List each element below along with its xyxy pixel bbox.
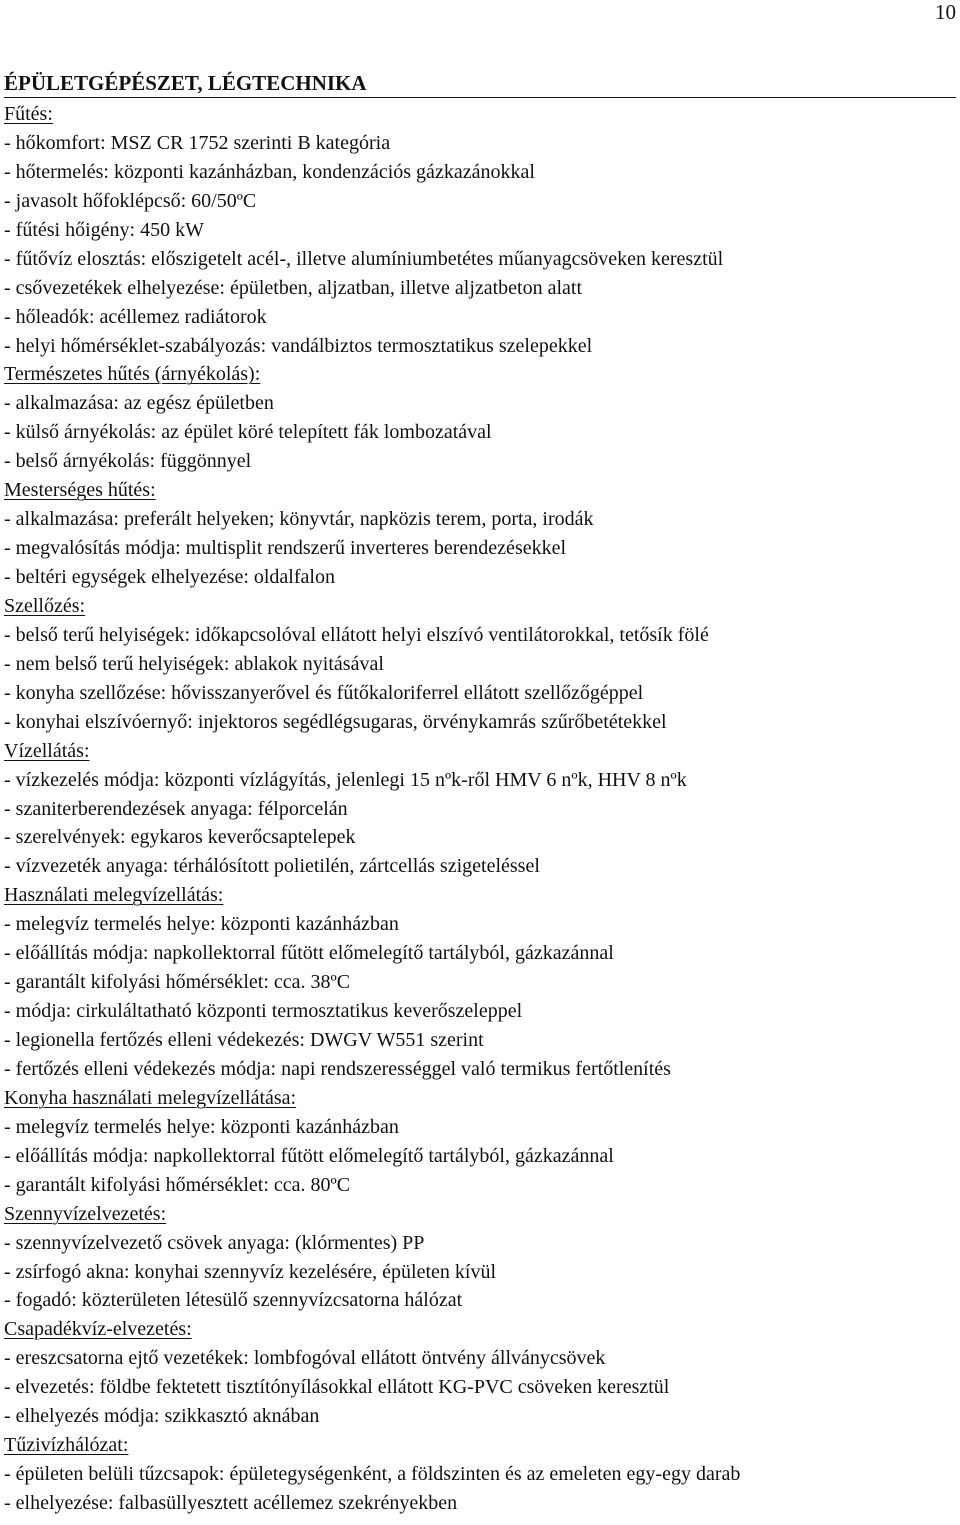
list-item: - zsírfogó akna: konyhai szennyvíz kezelésére, épületen kívül [4, 1260, 497, 1283]
section-heading: Fűtés: [4, 103, 53, 125]
list-item: - fűtővíz elosztás: előszigetelt acél-, illetve alumíniumbetétes műanyagcsöveken keresztül [4, 247, 724, 270]
list-item: - szaniterberendezések anyaga: félporcelán [4, 797, 348, 820]
list-item: - hőtermelés: központi kazánházban, kondenzációs gázkazánokkal [4, 160, 535, 183]
list-item: - elvezetés: földbe fektetett tisztítónyílásokkal ellátott KG-PVC csöveken keresztül [4, 1376, 670, 1399]
section [4, 476, 956, 592]
list-item: - melegvíz termelés helye: központi kazánházban [4, 913, 399, 936]
list-item: - csővezetékek elhelyezése: épületben, aljzatban, illetve aljzatbeton alatt [4, 276, 583, 299]
list-item: - javasolt hőfoklépcső: 60/50ºC [4, 189, 257, 212]
section-heading: Mesterséges hűtés: [4, 479, 156, 502]
list-item: - elhelyezése: falbasüllyesztett acéllemez szekrényekben [4, 1492, 458, 1514]
list-item: - fűtési hőigény: 450 kW [4, 218, 204, 241]
document-body [4, 69, 956, 1518]
section [4, 100, 956, 360]
sections-container [4, 100, 956, 1518]
list-item: - fertőzés elleni védekezés módja: napi rendszerességgel való termikus fertőtlenítés [4, 1057, 671, 1080]
section [4, 1431, 956, 1518]
section-heading: Tűzivízhálózat: [4, 1434, 129, 1457]
section [4, 1315, 956, 1431]
list-item: - helyi hőmérséklet-szabályozás: vandálbiztos termosztatikus szelepekkel [4, 334, 593, 357]
document-title: ÉPÜLETGÉPÉSZET, LÉGTECHNIKA [4, 69, 956, 98]
list-item: - elhelyezés módja: szikkasztó aknában [4, 1405, 320, 1428]
list-item: - legionella fertőzés elleni védekezés: DWGV W551 szerint [4, 1029, 484, 1051]
section [4, 1084, 956, 1200]
list-item: - alkalmazása: preferált helyeken; könyvtár, napközis terem, porta, irodák [4, 508, 594, 531]
list-item: - fogadó: közterületen létesülő szennyvízcsatorna hálózat [4, 1289, 463, 1312]
list-item: - konyhai elszívóernyő: injektoros segédlégsugaras, örvénykamrás szűrőbetétekkel [4, 710, 667, 733]
section [4, 881, 956, 1084]
list-item: - megvalósítás módja: multisplit rendszerű inverteres berendezésekkel [4, 537, 567, 560]
list-item: - szennyvízelvezető csövek anyaga: (klórmentes) PP [4, 1231, 425, 1254]
list-item: - épületen belüli tűzcsapok: épületegységenként, a földszinten és az emeleten egy-egy darab [4, 1463, 741, 1486]
list-item: - módja: cirkuláltatható központi termosztatikus keverőszeleppel [4, 1000, 523, 1023]
list-item: - előállítás módja: napkollektorral fűtött előmelegítő tartályból, gázkazánnal [4, 1144, 614, 1167]
section [4, 1200, 956, 1316]
list-item: - beltéri egységek elhelyezése: oldalfalon [4, 566, 335, 588]
list-item: - garantált kifolyási hőmérséklet: cca. 38ºC [4, 971, 351, 994]
section [4, 360, 956, 476]
list-item: - vízvezeték anyaga: térhálósított polietilén, zártcellás szigeteléssel [4, 855, 540, 878]
section-heading: Vízellátás: [4, 739, 90, 762]
section-heading: Használati melegvízellátás: [4, 884, 224, 907]
list-item: - konyha szellőzése: hővisszanyerővel és fűtőkaloriferrel ellátott szellőzőgéppel [4, 681, 644, 704]
page-number: 10 [935, 0, 956, 24]
list-item: - külső árnyékolás: az épület köré telepített fák lombozatával [4, 421, 492, 444]
list-item: - alkalmazása: az egész épületben [4, 392, 274, 415]
list-item: - melegvíz termelés helye: központi kazánházban [4, 1115, 399, 1138]
list-item: - vízkezelés módja: központi vízlágyítás, jelenlegi 15 nºk-ről HMV 6 nºk, HHV 8 nºk [4, 768, 687, 791]
list-item: - szerelvények: egykaros keverőcsaptelepek [4, 826, 356, 849]
section [4, 737, 956, 882]
section-heading: Természetes hűtés (árnyékolás): [4, 363, 261, 386]
list-item: - hőkomfort: MSZ CR 1752 szerinti B kategória [4, 131, 391, 154]
section-heading: Szellőzés: [4, 594, 86, 617]
list-item: - nem belső terű helyiségek: ablakok nyitásával [4, 652, 384, 675]
list-item: - ereszcsatorna ejtő vezetékek: lombfogóval ellátott öntvény állványcsövek [4, 1347, 606, 1370]
list-item: - belső terű helyiségek: időkapcsolóval ellátott helyi elszívó ventilátorokkal, tetősík fölé [4, 623, 709, 646]
list-item: - garantált kifolyási hőmérséklet: cca. 80ºC [4, 1173, 351, 1196]
section-heading: Szennyvízelvezetés: [4, 1202, 167, 1225]
section-heading: Csapadékvíz-elvezetés: [4, 1318, 192, 1341]
section-heading: Konyha használati melegvízellátása: [4, 1086, 297, 1109]
list-item: - belső árnyékolás: függönnyel [4, 450, 252, 473]
list-item: - hőleadók: acéllemez radiátorok [4, 305, 267, 328]
section [4, 592, 956, 737]
list-item: - előállítás módja: napkollektorral fűtött előmelegítő tartályból, gázkazánnal [4, 942, 614, 965]
